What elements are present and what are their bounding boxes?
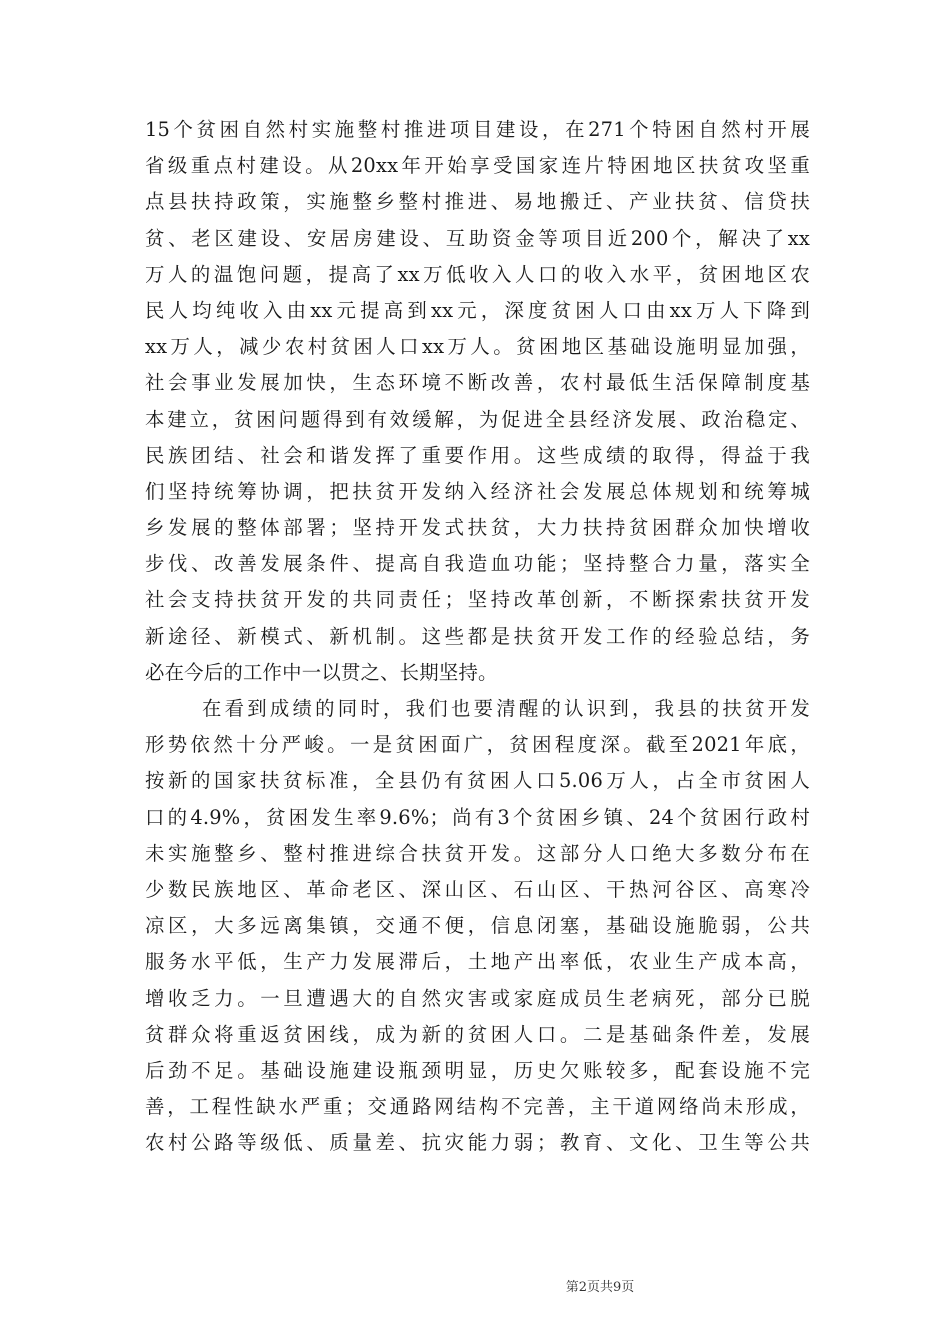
page-number-label: 第2页共9页 — [565, 1280, 635, 1295]
text-line: 服务水平低，生产力发展滞后，土地产出率低，农业生产成本高， — [145, 950, 810, 974]
text-line: 万人的温饱问题，提高了xx万低收入人口的收入水平，贫困地区农 — [145, 262, 810, 286]
text-line: 形势依然十分严峻。一是贫困面广，贫困程度深。截至2021年底， — [145, 733, 810, 757]
text-line: 民族团结、社会和谐发挥了重要作用。这些成绩的取得，得益于我 — [145, 443, 810, 467]
page-footer — [0, 1279, 950, 1297]
text-line: 凉区，大多远离集镇，交通不便，信息闭塞，基础设施脆弱，公共 — [145, 914, 810, 938]
text-line: xx万人，减少农村贫困人口xx万人。贫困地区基础设施明显加强， — [145, 335, 810, 359]
text-line: 社会支持扶贫开发的共同责任；坚持改革创新，不断探索扶贫开发 — [145, 588, 810, 612]
text-line: 增收乏力。一旦遭遇大的自然灾害或家庭成员生老病死，部分已脱 — [145, 986, 810, 1010]
paragraph-1 — [145, 112, 810, 691]
text-line: 善，工程性缺水严重；交通路网结构不完善，主干道网络尚未形成， — [145, 1095, 810, 1119]
text-line: 步伐、改善发展条件、提高自我造血功能；坚持整合力量，落实全 — [145, 552, 810, 576]
paragraph-2 — [145, 691, 810, 1161]
text-line: 省级重点村建设。从20xx年开始享受国家连片特困地区扶贫攻坚重 — [145, 154, 810, 178]
text-line: 农村公路等级低、质量差、抗灾能力弱；教育、文化、卫生等公共 — [145, 1131, 810, 1155]
text-line: 后劲不足。基础设施建设瓶颈明显，历史欠账较多，配套设施不完 — [145, 1058, 810, 1082]
text-line: 未实施整乡、整村推进综合扶贫开发。这部分人口绝大多数分布在 — [145, 841, 810, 865]
text-line: 社会事业发展加快，生态环境不断改善，农村最低生活保障制度基 — [145, 371, 810, 395]
text-line: 本建立，贫困问题得到有效缓解，为促进全县经济发展、政治稳定、 — [145, 407, 810, 431]
text-line: 民人均纯收入由xx元提高到xx元，深度贫困人口由xx万人下降到 — [145, 298, 810, 322]
text-line: 点县扶持政策，实施整乡整村推进、易地搬迁、产业扶贫、信贷扶 — [145, 190, 810, 214]
text-line: 贫群众将重返贫困线，成为新的贫困人口。二是基础条件差，发展 — [145, 1022, 810, 1046]
text-line: 在看到成绩的同时，我们也要清醒的认识到，我县的扶贫开发 — [202, 697, 810, 720]
text-line: 贫、老区建设、安居房建设、互助资金等项目近200个，解决了xx — [145, 226, 810, 250]
text-line: 15个贫困自然村实施整村推进项目建设，在271个特困自然村开展 — [145, 118, 810, 141]
text-line: 按新的国家扶贫标准，全县仍有贫困人口5.06万人，占全市贫困人 — [145, 769, 810, 793]
text-line: 新途径、新模式、新机制。这些都是扶贫开发工作的经验总结，务 — [145, 624, 810, 648]
text-line: 们坚持统筹协调，把扶贫开发纳入经济社会发展总体规划和统筹城 — [145, 479, 810, 503]
text-line: 少数民族地区、革命老区、深山区、石山区、干热河谷区、高寒冷 — [145, 877, 810, 901]
text-line: 必在今后的工作中一以贯之、长期坚持。 — [145, 660, 498, 684]
text-line: 口的4.9%，贫困发生率9.6%；尚有3个贫困乡镇、24个贫困行政村 — [145, 805, 810, 829]
document-body — [145, 112, 810, 1161]
text-line: 乡发展的整体部署；坚持开发式扶贫，大力扶持贫困群众加快增收 — [145, 516, 810, 540]
